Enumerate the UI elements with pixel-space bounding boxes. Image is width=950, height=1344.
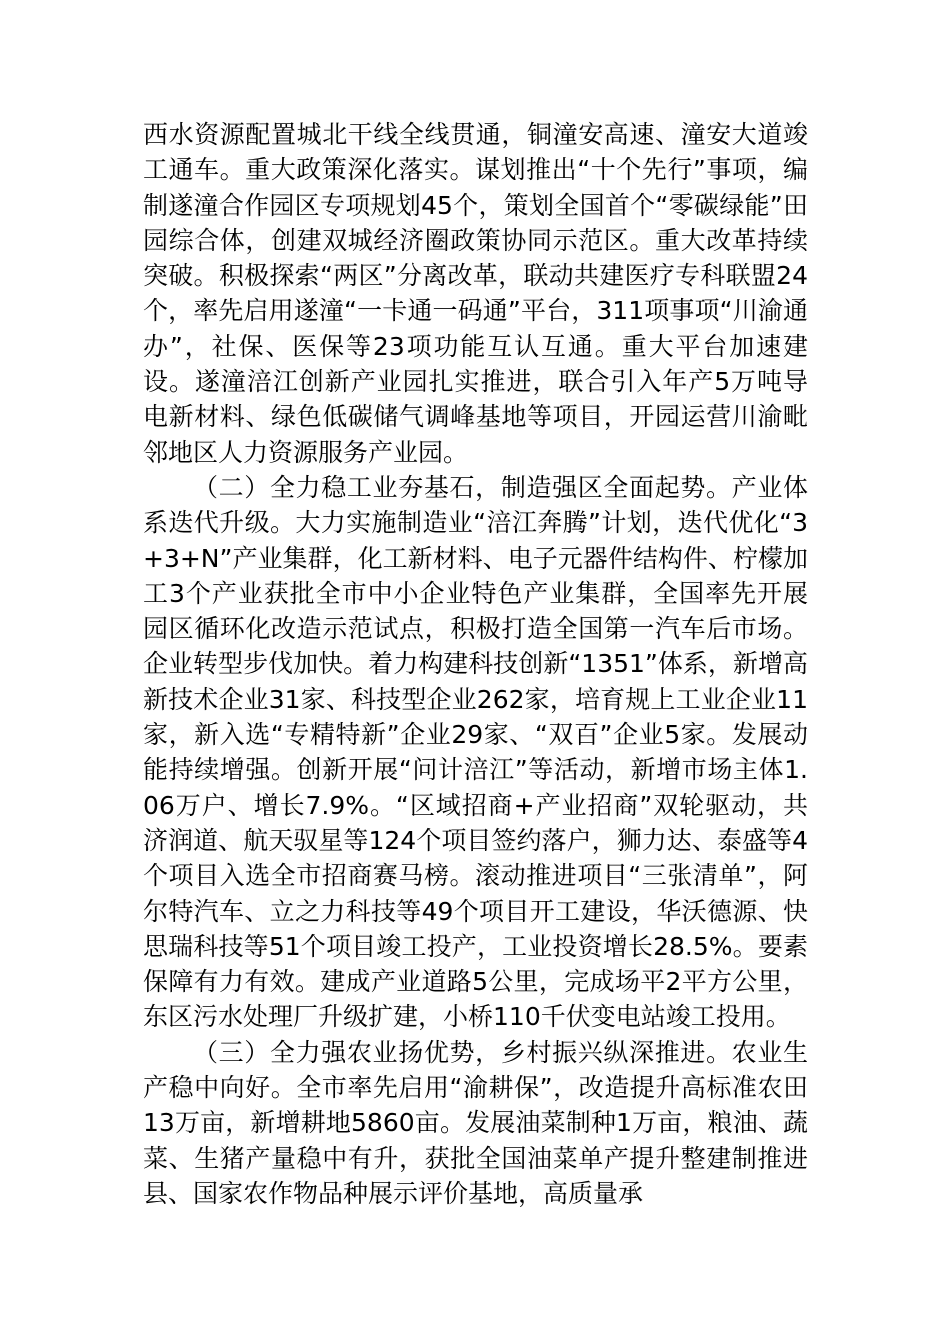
paragraph-intro: 西水资源配置城北干线全线贯通，铜潼安高速、潼安大道竣工通车。重大政策深化落实。谋划推出“十个先行”事项，编制遂潼合作园区专项规划45个，策划全国首个“零碳绿能”田园综合体，创建双城经济圈政策协同示范区。重大改革持续突破。积极探索“两区”分离改革，联动共建医疗专科联盟24个，率先启用遂潼“一卡通一码通”平台，311项事项“川渝通办”，社保、医保等23项功能互认互通。重大平台加速建设。遂潼涪江创新产业园扎实推进，联合引入年产5万吨导电新材料、绿色低碳储气调峰基地等项目，开园运营川渝毗邻地区人力资源服务产业园。 [143,120,808,467]
paragraph-agriculture: （三）全力强农业扬优势，乡村振兴纵深推进。农业生产稳中向好。全市率先启用“渝耕保”，改造提升高标准农田13万亩，新增耕地5860亩。发展油菜制种1万亩，粮油、蔬菜、生猪产量稳中有升，获批全国油菜单产提升整建制推进县、国家农作物品种展示评价基地，高质量承 [143,1037,808,1208]
paragraph-industry: （二）全力稳工业夯基石，制造强区全面起势。产业体系迭代升级。大力实施制造业“涪江奔腾”计划，迭代优化“3+3+N”产业集群，化工新材料、电子元器件结构件、柠檬加工3个产业获批全市中小企业特色产业集群，全国率先开展园区循环化改造示范试点，积极打造全国第一汽车后市场。企业转型步伐加快。着力构建科技创新“1351”体系，新增高新技术企业31家、科技型企业262家，培育规上工业企业11家，新入选“专精特新”企业29家、“双百”企业5家。发展动能持续增强。创新开展“问计涪江”等活动，新增市场主体1.06万户、增长7.9%。“区域招商+产业招商”双轮驱动，共济润道、航天驭星等124个项目签约落户，狮力达、泰盛等4个项目入选全市招商赛马榜。滚动推进项目“三张清单”，阿尔特汽车、立之力科技等49个项目开工建设，华沃德源、快思瑞科技等51个项目竣工投产，工业投资增长28.5%。要素保障有力有效。建成产业道路5公里，完成场平2平方公里，东区污水处理厂升级扩建，小桥110千伏变电站竣工投用。 [143,472,808,1032]
document-page [143,117,808,1211]
